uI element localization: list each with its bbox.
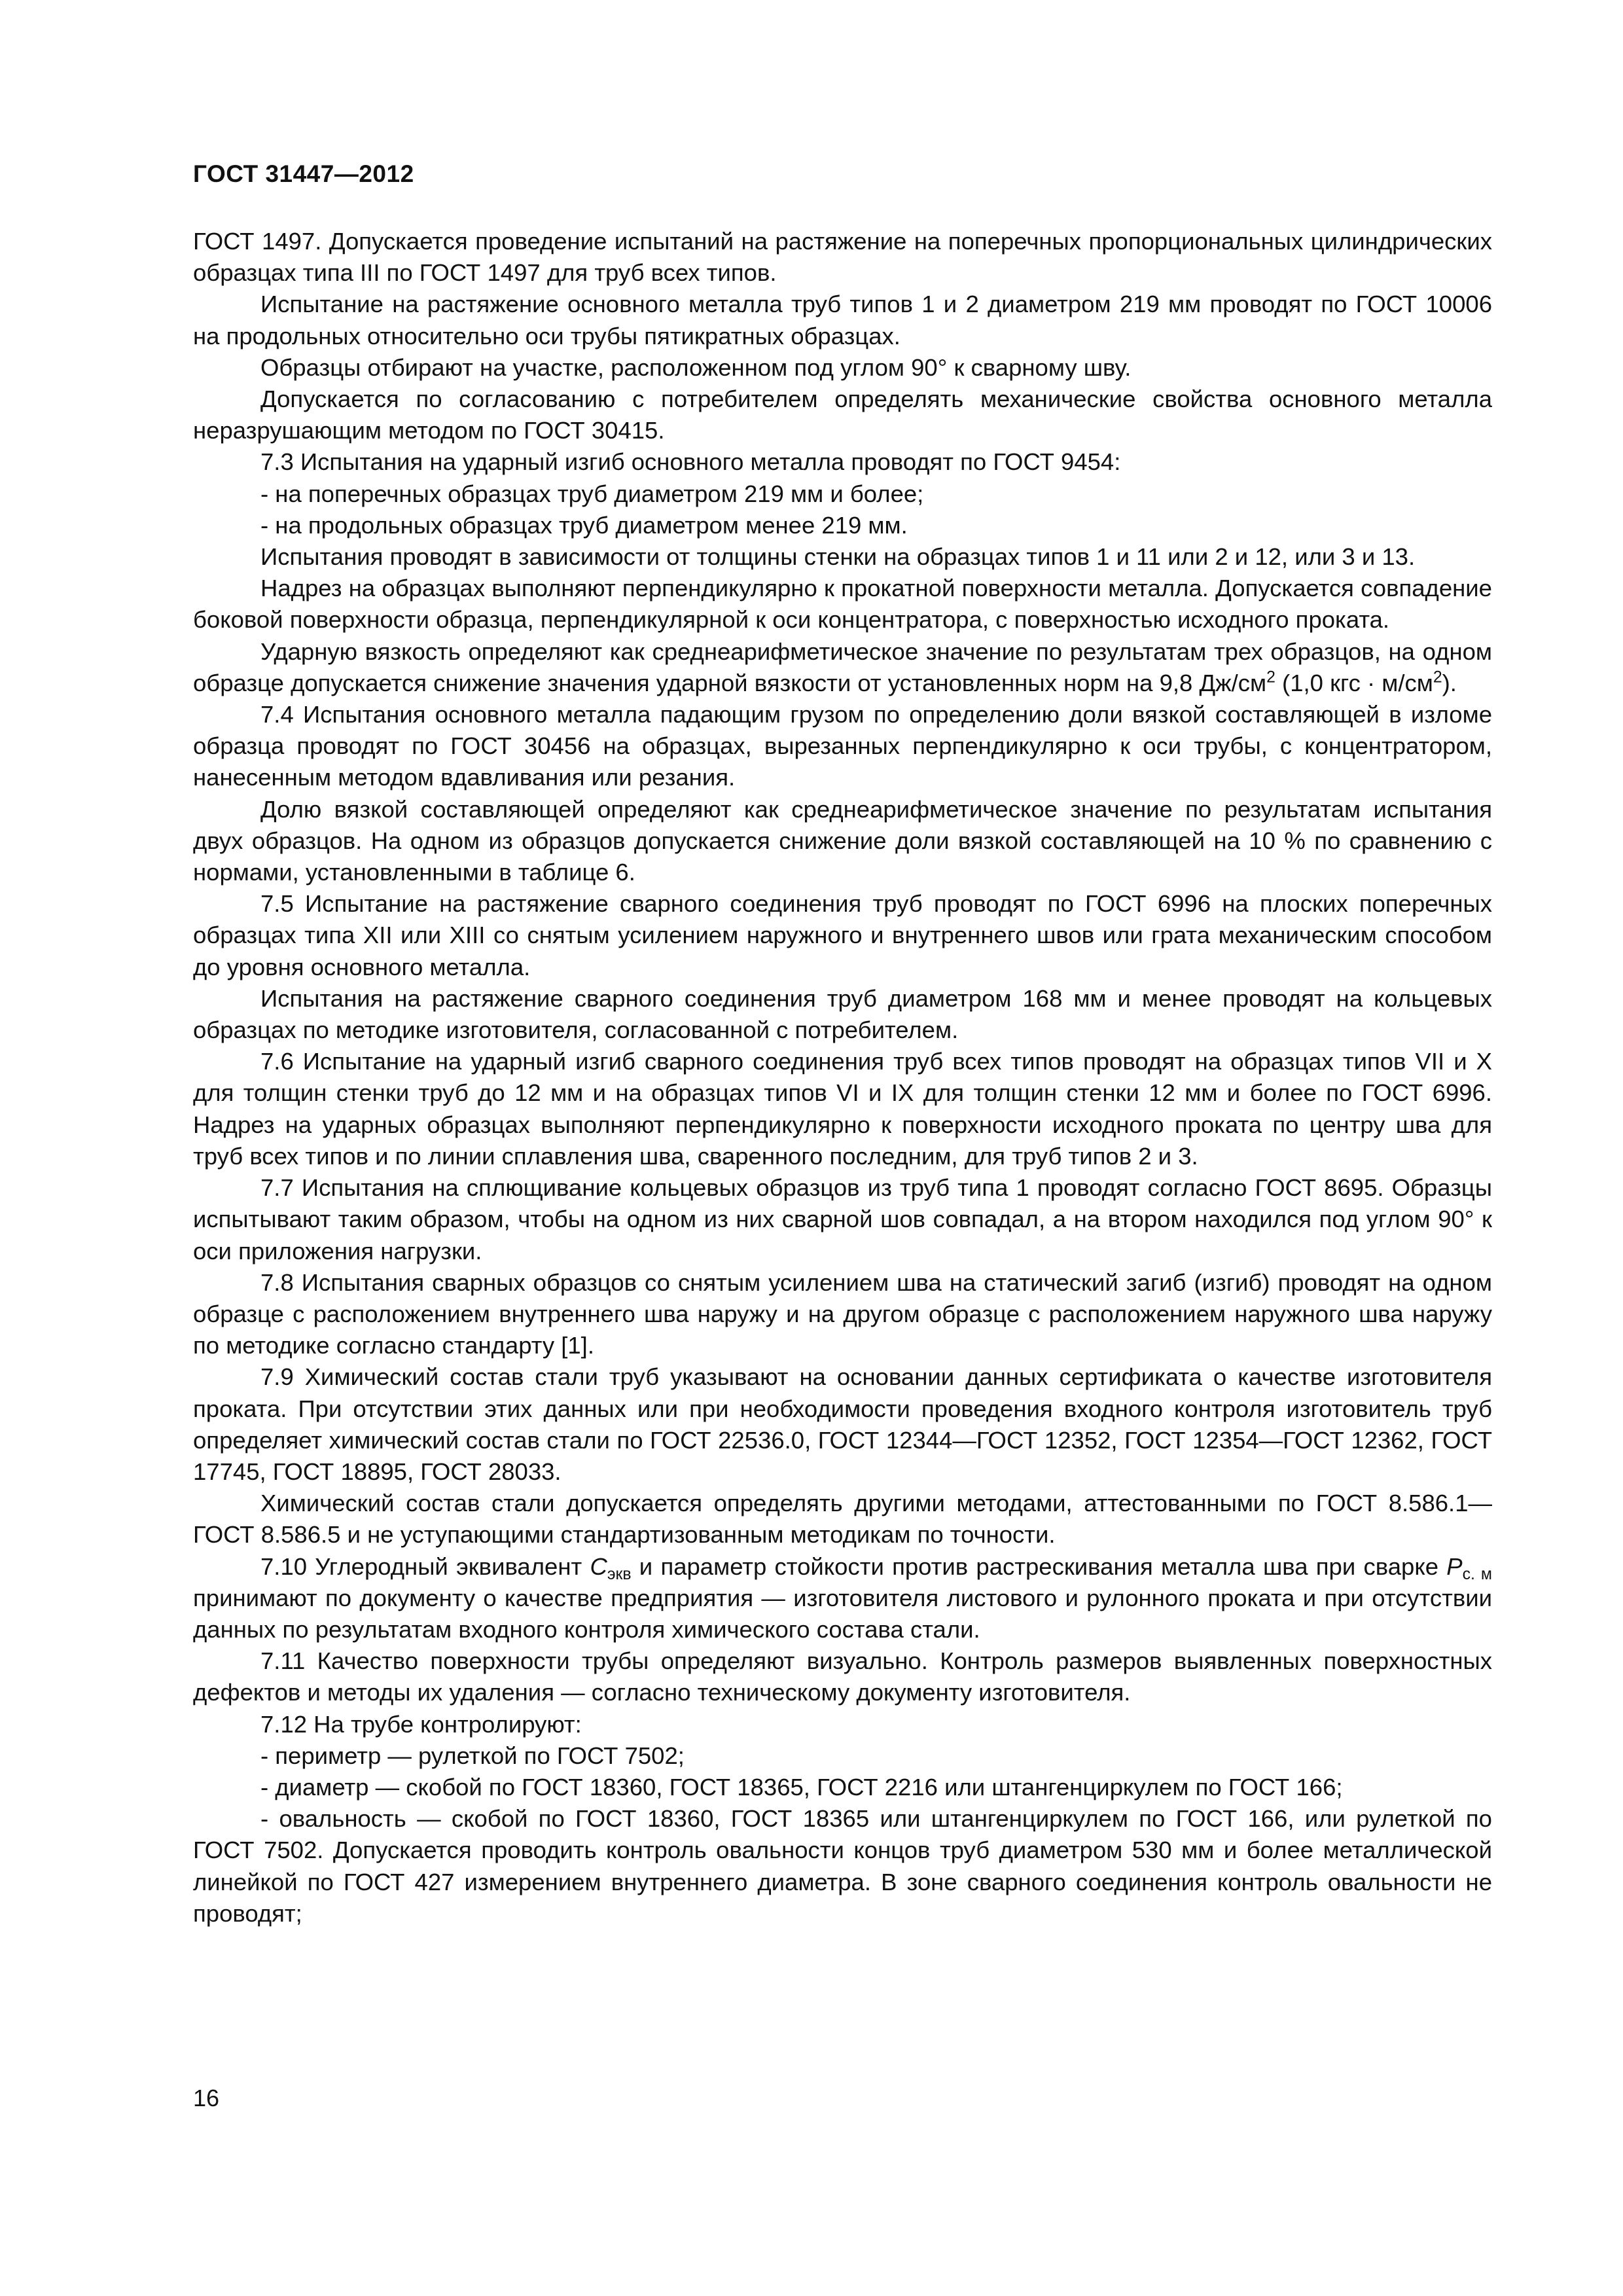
formula-text: 9,8 Дж/см <box>1159 669 1267 696</box>
document-body <box>193 226 1492 1929</box>
section-7-5: 7.5 Испытание на растяжение сварного соединения труб проводят по ГОСТ 6996 на плоских поперечных образцах типа XII или XIII со снятым усилением наружного и внутреннего швов или грата механическим способом до уровня основного металла. <box>193 890 1492 980</box>
paragraph: ГОСТ 1497. Допускается проведение испытаний на растяжение на поперечных пропорциональных цилиндрических образцах типа III по ГОСТ 1497 для труб всех типов. <box>193 228 1492 287</box>
paragraph: Испытание на растяжение основного металла труб типов 1 и 2 диаметром 219 мм проводят по ГОСТ 10006 на продольных относительно оси трубы пятикратных образцах. <box>193 291 1492 350</box>
subscript: экв <box>607 1565 632 1583</box>
subscript: с. м <box>1462 1565 1492 1583</box>
paragraph: Образцы отбирают на участке, расположенном под углом 90° к сварному шву. <box>260 353 1132 381</box>
paragraph: Надрез на образцах выполняют перпендикулярно к прокатной поверхности металла. Допускается совпадение боковой поверхности образца, перпендикулярной к оси концентратора, с поверхностью исходного проката. <box>193 575 1492 634</box>
section-7-8: 7.8 Испытания сварных образцов со снятым усилением шва на статический загиб (изгиб) проводят на одном образце с расположением внутреннего шва наружу и на другом образце с расположением наружного шва наружу по методике согласно стандарту [1]. <box>193 1268 1492 1359</box>
superscript: 2 <box>1433 668 1442 687</box>
paragraph-text: 7.10 Углеродный эквивалент <box>260 1552 582 1580</box>
paragraph: Химический состав стали допускается определять другими методами, аттестованными по ГОСТ 8.586.1—ГОСТ 8.586.5 и не уступающими стандартизованным методикам по точности. <box>193 1490 1492 1549</box>
paragraph: Долю вязкой составляющей определяют как среднеарифметическое значение по результатам испытания двух образцов. На одном из образцов допускается снижение доли вязкой составляющей на 10 % по сравнению с нормами, установленными в таблице 6. <box>193 795 1492 886</box>
document-header: ГОСТ 31447—2012 <box>193 160 414 187</box>
section-7-4: 7.4 Испытания основного металла падающим грузом по определению доли вязкой составляющей в изломе образца проводят по ГОСТ 30456 на образцах, вырезанных перпендикулярно к оси трубы, с концентратором, нанесенным методом вдавливания или резания. <box>193 701 1492 791</box>
paragraph: Допускается по согласованию с потребителем определять механические свойства основного металла неразрушающим методом по ГОСТ 30415. <box>193 386 1492 444</box>
section-7-12: 7.12 На трубе контролируют: <box>260 1710 582 1738</box>
formula-text: (1,0 кгс · м/см <box>1275 669 1433 696</box>
list-item: - диаметр — скобой по ГОСТ 18360, ГОСТ 18365, ГОСТ 2216 или штангенциркулем по ГОСТ 166; <box>260 1773 1343 1801</box>
formula-text: ). <box>1442 669 1457 696</box>
paragraph-text: принимают по документу о качестве предприятия — изготовителя листового и рулонного проката и при отсутствии данных по результатам входного контроля химического состава стали. <box>193 1584 1492 1643</box>
list-item: - овальность — скобой по ГОСТ 18360, ГОСТ 18365 или штангенциркулем по ГОСТ 166, или рулеткой по ГОСТ 7502. Допускается проводить контроль овальности концов труб диаметром 530 мм и более металлической линейкой по ГОСТ 427 измерением внутреннего диаметра. В зоне сварного соединения контроль овальности не проводят; <box>193 1805 1492 1927</box>
paragraph-text: и параметр стойкости против растрескивания металла шва при сварке <box>631 1552 1447 1580</box>
section-7-9: 7.9 Химический состав стали труб указывают на основании данных сертификата о качестве изготовителя проката. При отсутствии этих данных или при необходимости проведения входного контроля изготовитель труб определяет химический состав стали по ГОСТ 22536.0, ГОСТ 12344—ГОСТ 12352, ГОСТ 12354—ГОСТ 12362, ГОСТ 17745, ГОСТ 18895, ГОСТ 28033. <box>193 1363 1492 1485</box>
paragraph-text: Ударную вязкость определяют как среднеарифметическое значение по результатам трех образцов, на одном образце допускается снижение значения ударной вязкости от установленных норм на <box>193 637 1492 696</box>
page-number: 16 <box>193 2085 220 2111</box>
symbol: P <box>1446 1552 1463 1580</box>
list-item: - на поперечных образцах труб диаметром 219 мм и более; <box>260 480 924 507</box>
list-item: - на продольных образцах труб диаметром менее 219 мм. <box>260 511 908 539</box>
section-7-6: 7.6 Испытание на ударный изгиб сварного соединения труб всех типов проводят на образцах типов VII и X для толщин стенки труб до 12 мм и на образцах типов VI и IX для толщин стенки 12 мм и более по ГОСТ 6996. Надрез на ударных образцах выполняют перпендикулярно к поверхности исходного проката по центру шва для труб всех типов и по линии сплавления шва, сваренного последним, для труб типов 2 и 3. <box>193 1048 1492 1170</box>
section-7-7: 7.7 Испытания на сплющивание кольцевых образцов из труб типа 1 проводят согласно ГОСТ 8695. Образцы испытывают таким образом, чтобы на одном из них сварной шов совпадал, а на втором находился под углом 90° к оси приложения нагрузки. <box>193 1174 1492 1265</box>
paragraph: Испытания на растяжение сварного соединения труб диаметром 168 мм и менее проводят на кольцевых образцах по методике изготовителя, согласованной с потребителем. <box>193 984 1492 1044</box>
section-7-10 <box>193 1551 1492 1646</box>
section-7-3: 7.3 Испытания на ударный изгиб основного металла проводят по ГОСТ 9454: <box>260 448 1121 476</box>
list-item: - периметр — рулеткой по ГОСТ 7502; <box>260 1742 685 1769</box>
symbol: C <box>590 1552 607 1580</box>
superscript: 2 <box>1266 668 1275 687</box>
section-7-11: 7.11 Качество поверхности трубы определяют визуально. Контроль размеров выявленных поверхностных дефектов и методы их удаления — согласно техническому документу изготовителя. <box>193 1647 1492 1706</box>
paragraph: Испытания проводят в зависимости от толщины стенки на образцах типов 1 и 11 или 2 и 12, или 3 и 13. <box>260 543 1416 571</box>
paragraph-impact-toughness <box>193 636 1492 699</box>
